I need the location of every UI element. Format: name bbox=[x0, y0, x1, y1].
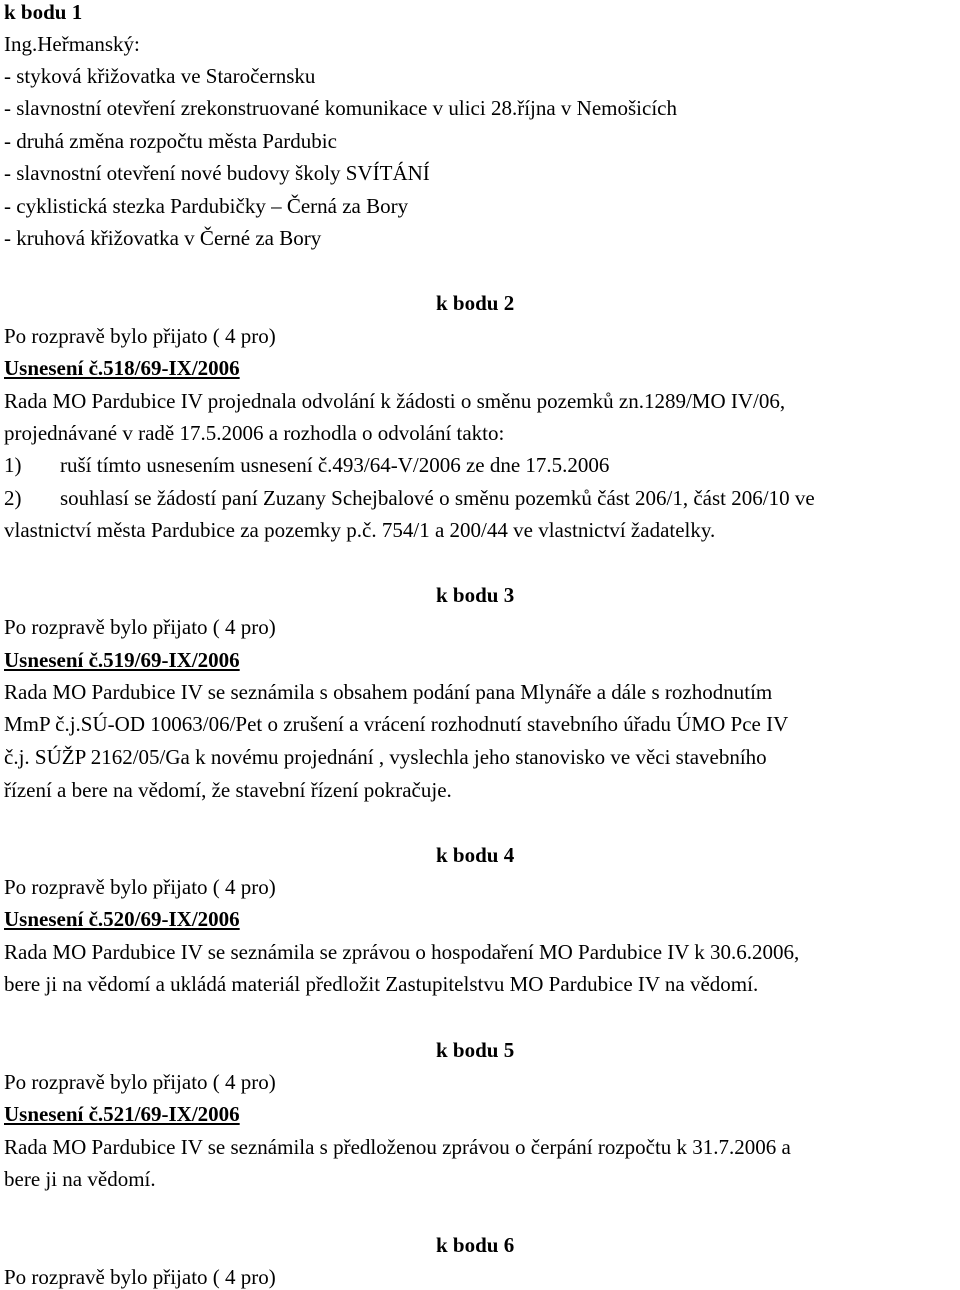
bod2-text-line: Rada MO Pardubice IV projednala odvolání k žádosti o směnu pozemků zn.1289/MO IV/06, bbox=[4, 389, 786, 413]
bod3-text-line: Rada MO Pardubice IV se seznámila s obsahem podání pana Mlynáře a dále s rozhodnutím bbox=[4, 680, 773, 704]
bod1-heading: k bodu 1 bbox=[4, 0, 83, 24]
bod1-item: - cyklistická stezka Pardubičky – Černá za Bory bbox=[4, 194, 409, 218]
bod2-point-number: 2) bbox=[4, 486, 22, 510]
bod2-point-number: 1) bbox=[4, 453, 22, 477]
bod2-resolution: Usnesení č.518/69-IX/2006 bbox=[4, 356, 240, 380]
bod1-item: - slavnostní otevření nové budovy školy SVÍTÁNÍ bbox=[4, 161, 430, 185]
bod5-resolution: Usnesení č.521/69-IX/2006 bbox=[4, 1102, 240, 1126]
bod6-heading: k bodu 6 bbox=[436, 1233, 515, 1257]
bod5-heading: k bodu 5 bbox=[436, 1038, 515, 1062]
bod2-point-text-cont: vlastnictví města Pardubice za pozemky p.č. 754/1 a 200/44 ve vlastnictví žadatelky. bbox=[4, 518, 716, 542]
bod4-heading: k bodu 4 bbox=[436, 843, 515, 867]
bod3-text-line: MmP č.j.SÚ-OD 10063/06/Pet o zrušení a vrácení rozhodnutí stavebního úřadu ÚMO Pce IV bbox=[4, 712, 789, 736]
bod2-point-text: ruší tímto usnesením usnesení č.493/64-V/2006 ze dne 17.5.2006 bbox=[60, 453, 610, 477]
bod5-text-line: bere ji na vědomí. bbox=[4, 1167, 156, 1191]
bod3-vote: Po rozpravě bylo přijato ( 4 pro) bbox=[4, 615, 276, 639]
bod6-vote: Po rozpravě bylo přijato ( 4 pro) bbox=[4, 1265, 276, 1289]
bod5-vote: Po rozpravě bylo přijato ( 4 pro) bbox=[4, 1070, 276, 1094]
bod2-heading: k bodu 2 bbox=[436, 291, 515, 315]
bod4-resolution: Usnesení č.520/69-IX/2006 bbox=[4, 907, 240, 931]
bod3-text-line: č.j. SÚŽP 2162/05/Ga k novému projednání , vyslechla jeho stanovisko ve věci stavebního bbox=[4, 745, 767, 769]
bod2-text-line: projednávané v radě 17.5.2006 a rozhodla o odvolání takto: bbox=[4, 421, 505, 445]
bod1-speaker: Ing.Heřmanský: bbox=[4, 32, 140, 56]
bod3-heading: k bodu 3 bbox=[436, 583, 515, 607]
bod5-text-line: Rada MO Pardubice IV se seznámila s předloženou zprávou o čerpání rozpočtu k 31.7.2006 a bbox=[4, 1135, 791, 1159]
bod1-item: - kruhová křižovatka v Černé za Bory bbox=[4, 226, 322, 250]
bod1-item: - druhá změna rozpočtu města Pardubic bbox=[4, 129, 337, 153]
bod3-resolution: Usnesení č.519/69-IX/2006 bbox=[4, 648, 240, 672]
bod2-vote: Po rozpravě bylo přijato ( 4 pro) bbox=[4, 324, 276, 348]
bod4-vote: Po rozpravě bylo přijato ( 4 pro) bbox=[4, 875, 276, 899]
bod2-point-text: souhlasí se žádostí paní Zuzany Schejbalové o směnu pozemků část 206/1, část 206/10 ve bbox=[60, 486, 815, 510]
bod4-text-line: bere ji na vědomí a ukládá materiál předložit Zastupitelstvu MO Pardubice IV na vědomí. bbox=[4, 972, 759, 996]
bod1-item: - slavnostní otevření zrekonstruované komunikace v ulici 28.října v Nemošicích bbox=[4, 96, 677, 120]
bod1-item: - styková křižovatka ve Staročernsku bbox=[4, 64, 316, 88]
bod3-text-line: řízení a bere na vědomí, že stavební řízení pokračuje. bbox=[4, 778, 452, 802]
bod4-text-line: Rada MO Pardubice IV se seznámila se zprávou o hospodaření MO Pardubice IV k 30.6.2006, bbox=[4, 940, 800, 964]
